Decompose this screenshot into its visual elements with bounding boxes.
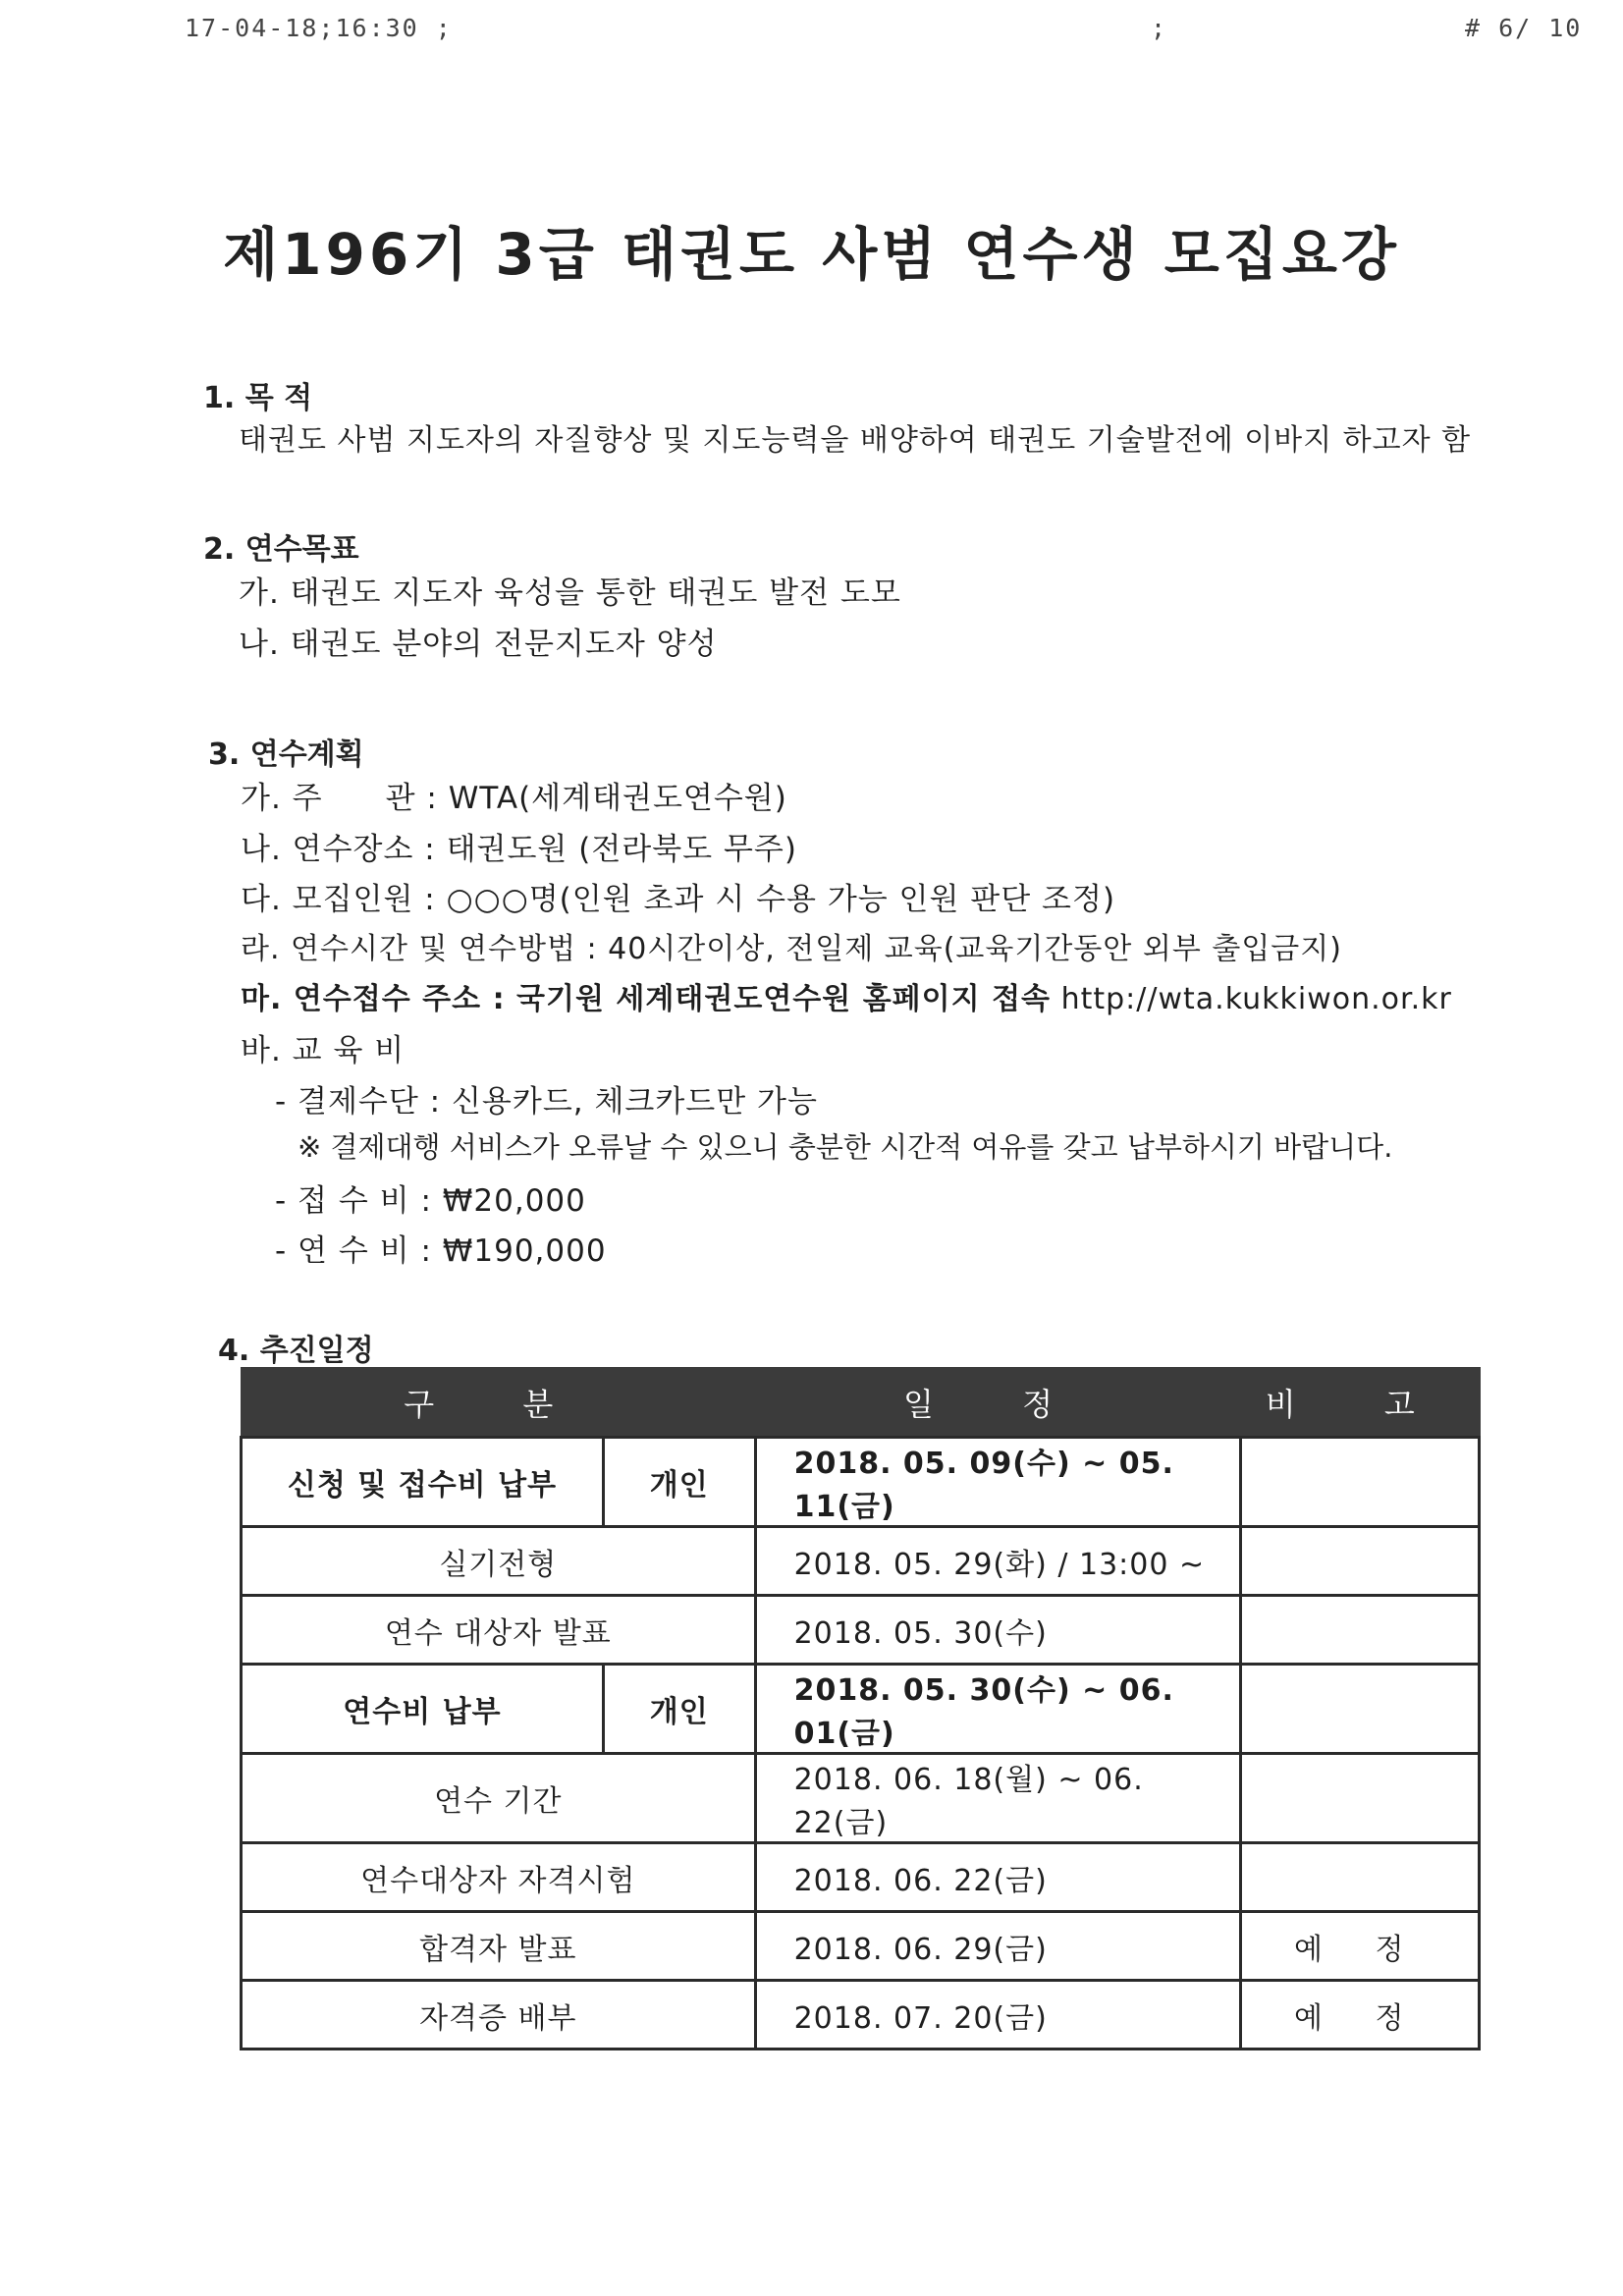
document-title: 제196기 3급 태권도 사범 연수생 모집요강 bbox=[223, 221, 1400, 288]
plan-item: 다. 모집인원 : ○○○명(인원 초과 시 수용 가능 인원 판단 조정) bbox=[241, 882, 1116, 917]
schedule-date: 2018. 06. 18(월) ~ 06. 22(금) bbox=[755, 1754, 1240, 1843]
training-fee: - 연 수 비 : ₩190,000 bbox=[275, 1233, 607, 1269]
plan-item: 나. 연수장소 : 태권도원 (전라북도 무주) bbox=[241, 832, 797, 867]
payment-method: - 결제수단 : 신용카드, 체크카드만 가능 bbox=[275, 1084, 818, 1120]
schedule-item: 연수대상자 자격시험 bbox=[242, 1843, 756, 1912]
schedule-remark bbox=[1240, 1438, 1480, 1527]
schedule-remark bbox=[1240, 1843, 1480, 1912]
schedule-item: 실기전형 bbox=[242, 1527, 756, 1596]
reception-url[interactable]: http://wta.kukkiwon.or.kr bbox=[1060, 982, 1452, 1016]
table-row bbox=[242, 1527, 1480, 1596]
table-row bbox=[242, 1981, 1480, 2050]
goal-item: 가. 태권도 지도자 육성을 통한 태권도 발전 도모 bbox=[239, 575, 901, 611]
table-row bbox=[242, 1843, 1480, 1912]
schedule-remark: 예 정 bbox=[1240, 1981, 1480, 2050]
goal-item: 나. 태권도 분야의 전문지도자 양성 bbox=[239, 627, 718, 662]
table-row bbox=[242, 1665, 1480, 1754]
schedule-item: 연수비 납부 bbox=[242, 1665, 604, 1754]
fax-separator: ; bbox=[1151, 14, 1168, 42]
payment-note: ※ 결제대행 서비스가 오류날 수 있으니 충분한 시간적 여유를 갖고 납부하시기 바랍니다. bbox=[298, 1130, 1393, 1164]
plan-reception bbox=[241, 974, 1452, 1017]
header-remark: 비 고 bbox=[1240, 1368, 1480, 1438]
header-category: 구 분 bbox=[242, 1368, 756, 1438]
schedule-sub: 개인 bbox=[603, 1665, 755, 1754]
table-row bbox=[242, 1912, 1480, 1981]
schedule-remark: 예 정 bbox=[1240, 1912, 1480, 1981]
table-row bbox=[242, 1596, 1480, 1665]
schedule-item: 연수 대상자 발표 bbox=[242, 1596, 756, 1665]
schedule-remark bbox=[1240, 1596, 1480, 1665]
schedule-date: 2018. 05. 29(화) / 13:00 ~ bbox=[755, 1527, 1240, 1596]
section-goals-heading: 2. 연수목표 bbox=[203, 532, 359, 567]
schedule-header-row bbox=[242, 1368, 1480, 1438]
schedule-item: 자격증 배부 bbox=[242, 1981, 756, 2050]
fax-header bbox=[0, 14, 1623, 53]
schedule-item: 신청 및 접수비 납부 bbox=[242, 1438, 604, 1527]
reception-fee: - 접 수 비 : ₩20,000 bbox=[275, 1183, 586, 1219]
plan-item: 라. 연수시간 및 연수방법 : 40시간이상, 전일제 교육(교육기간동안 외부 출입금지) bbox=[241, 932, 1342, 966]
schedule-remark bbox=[1240, 1527, 1480, 1596]
reception-label: 마. 연수접수 주소 : 국기원 세계태권도연수원 홈페이지 접속 bbox=[241, 982, 1052, 1016]
schedule-date: 2018. 05. 09(수) ~ 05. 11(금) bbox=[755, 1438, 1240, 1527]
fee-heading: 바. 교 육 비 bbox=[241, 1033, 406, 1068]
schedule-date: 2018. 06. 22(금) bbox=[755, 1843, 1240, 1912]
fax-timestamp: 17-04-18;16:30 ; bbox=[185, 14, 453, 42]
section-plan-heading: 3. 연수계획 bbox=[208, 738, 364, 772]
schedule-remark bbox=[1240, 1754, 1480, 1843]
section-purpose-heading: 1. 목 적 bbox=[203, 381, 313, 415]
table-row bbox=[242, 1754, 1480, 1843]
schedule-date: 2018. 05. 30(수) ~ 06. 01(금) bbox=[755, 1665, 1240, 1754]
schedule-date: 2018. 05. 30(수) bbox=[755, 1596, 1240, 1665]
header-date: 일 정 bbox=[755, 1368, 1240, 1438]
section-schedule-heading: 4. 추진일정 bbox=[218, 1334, 374, 1368]
schedule-item: 합격자 발표 bbox=[242, 1912, 756, 1981]
schedule-date: 2018. 06. 29(금) bbox=[755, 1912, 1240, 1981]
table-row bbox=[242, 1438, 1480, 1527]
plan-item: 가. 주 관 : WTA(세계태권도연수원) bbox=[241, 781, 787, 816]
fax-page-number: # 6/ 10 bbox=[1465, 14, 1583, 42]
section-purpose-body: 태권도 사범 지도자의 자질향상 및 지도능력을 배양하여 태권도 기술발전에 이바지 하고자 함 bbox=[239, 423, 1472, 458]
schedule-table bbox=[240, 1367, 1481, 2050]
schedule-sub: 개인 bbox=[603, 1438, 755, 1527]
schedule-item: 연수 기간 bbox=[242, 1754, 756, 1843]
schedule-date: 2018. 07. 20(금) bbox=[755, 1981, 1240, 2050]
schedule-remark bbox=[1240, 1665, 1480, 1754]
